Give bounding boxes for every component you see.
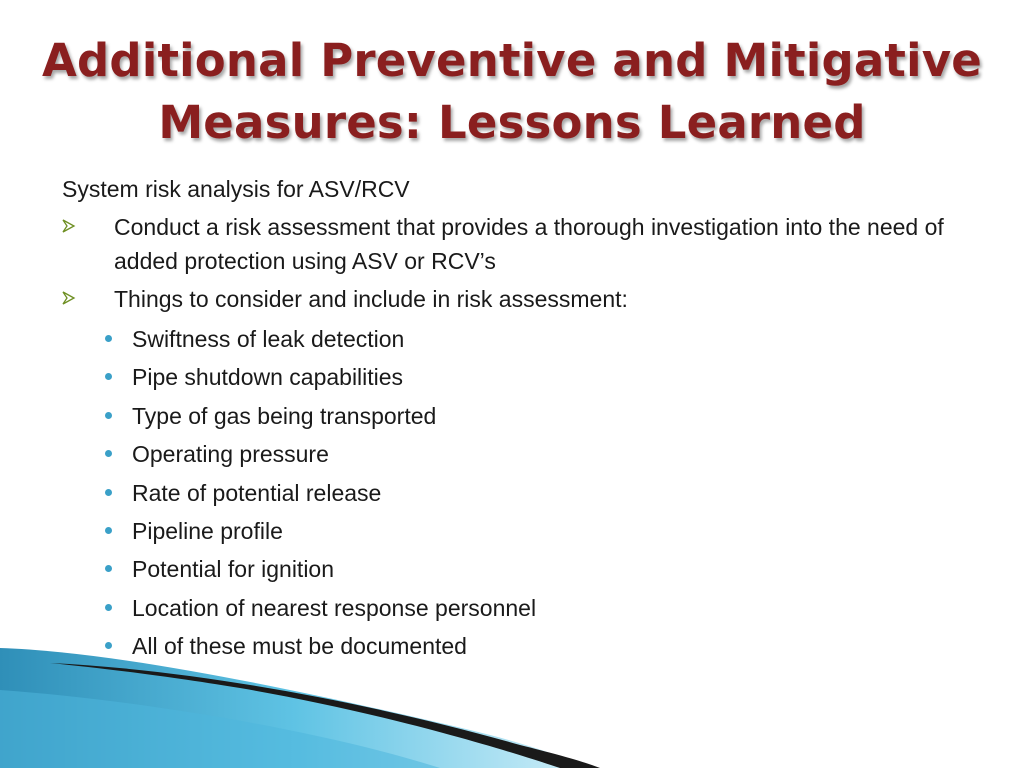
arrow-bullet-item [62,282,982,316]
list-item [62,512,982,550]
list-item-text: All of these must be documented [132,633,467,660]
list-item [62,397,982,435]
list-item [62,589,982,627]
point-text: Things to consider and include in risk assessment: [114,286,628,312]
bullet-dot-icon [105,565,112,572]
list-item [62,320,982,358]
arrow-bullet-icon [62,218,76,234]
slide-title [40,30,984,154]
arrow-bullet-item [62,210,982,278]
bullet-dot-icon [105,450,112,457]
title-line-2: Measures: Lessons Learned [158,96,866,149]
list-item [62,550,982,588]
intro-text: System risk analysis for ASV/RCV [62,176,410,202]
list-item [62,435,982,473]
bullet-dot-icon [105,489,112,496]
list-item-text: Type of gas being transported [132,402,437,429]
sub-bullet-list [62,320,982,666]
point-text: Conduct a risk assessment that provides a thorough investigation into the need of added protection using ASV or RCV’s [114,214,944,274]
list-item-text: Potential for ignition [132,556,335,583]
list-item-text: Operating pressure [132,441,329,468]
bullet-dot-icon [105,412,112,419]
list-item [62,627,982,665]
bullet-dot-icon [105,527,112,534]
title-line-1: Additional Preventive and Mitigative [41,34,983,87]
list-item [62,358,982,396]
bullet-dot-icon [105,373,112,380]
bullet-dot-icon [105,642,112,649]
list-item-text: Location of nearest response personnel [132,594,537,621]
list-item-text: Pipe shutdown capabilities [132,364,404,391]
bullet-dot-icon [105,604,112,611]
bullet-dot-icon [105,335,112,342]
list-item-text: Rate of potential release [132,479,382,506]
slide-body [62,172,982,666]
arrow-bullet-icon [62,290,76,306]
list-item-text: Swiftness of leak detection [132,326,405,352]
list-item-text: Pipeline profile [132,517,283,544]
list-item [62,474,982,512]
